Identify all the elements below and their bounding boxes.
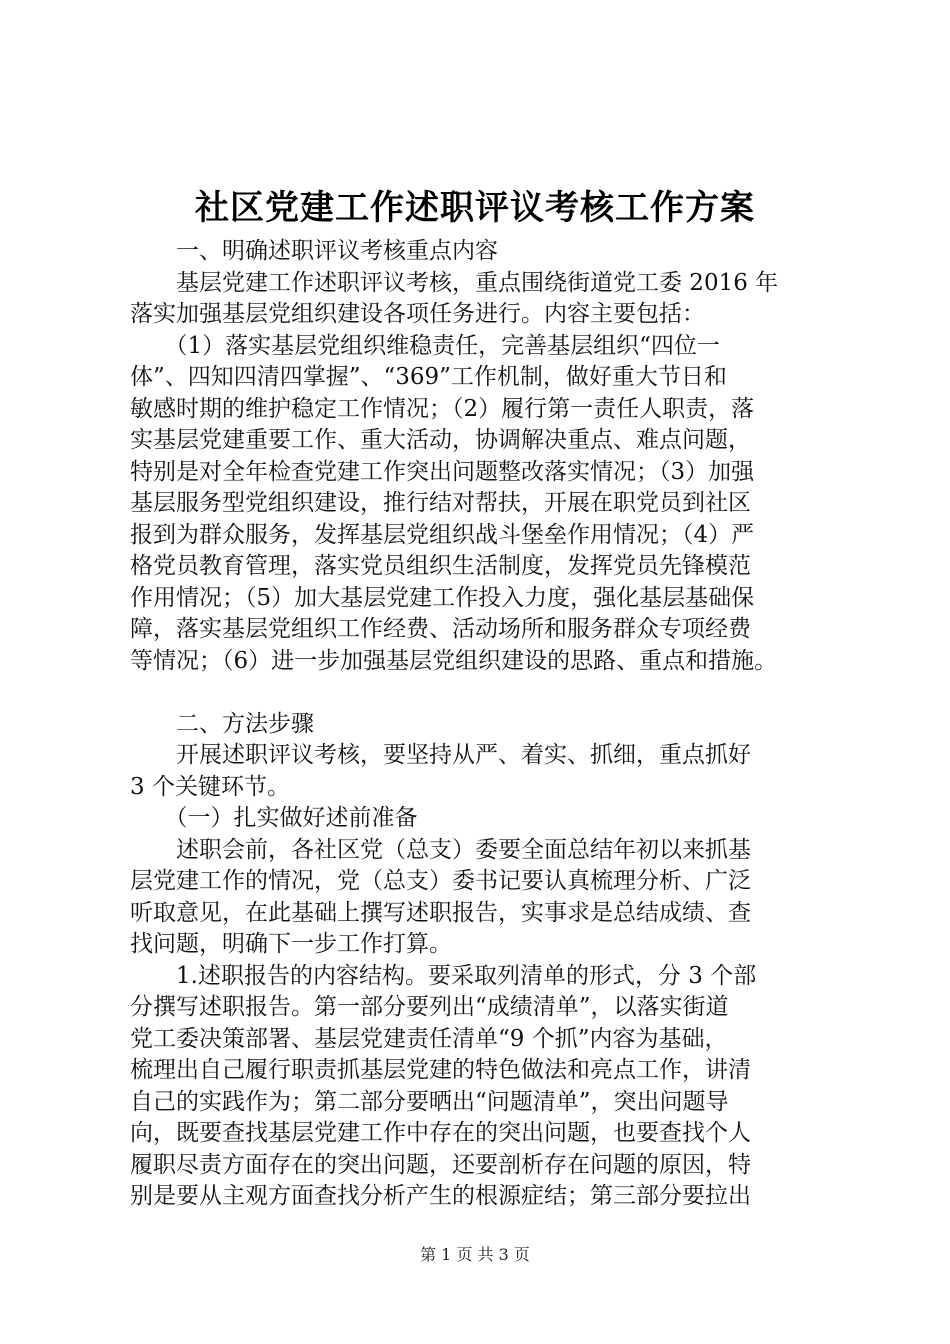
text-line: 作用情况；（5）加大基层党建工作投入力度，强化基层基础保 [130, 584, 755, 611]
text-line: 分撰写述职报告。第一部分要列出“成绩清单”，以落实街道 [130, 994, 729, 1020]
text-line: 听取意见，在此基础上撰写述职报告，实事求是总结成绩、查 [130, 899, 751, 926]
text-line: （一）扎实做好述前准备 [130, 805, 418, 831]
text-line: 述职会前，各社区党（总支）委要全面总结年初以来抓基 [130, 836, 751, 863]
page-footer: 第 1 页 共 3 页 [420, 1245, 530, 1264]
document-title: 社区党建工作述职评议考核工作方案 [195, 188, 755, 228]
blank-line [130, 677, 836, 709]
text-line: 履职尽责方面存在的突出问题，还要剖析存在问题的原因，特 [130, 1151, 751, 1178]
text-line: 党工委决策部署、基层党建责任清单“9 个抓”内容为基础， [130, 1025, 728, 1052]
text-line: 格党员教育管理，落实党员组织生活制度，发挥党员先锋模范 [130, 553, 751, 579]
text-line: 体”、四知四清四掌握”、“369”工作机制，做好重大节日和 [130, 364, 727, 390]
text-line: 自己的实践作为；第二部分要晒出“问题清单”，突出问题导 [130, 1088, 729, 1115]
text-line: 障，落实基层党组织工作经费、活动场所和服务群众专项经费 [130, 616, 751, 642]
text-line: 报到为群众服务，发挥基层党组织战斗堡垒作用情况；（4）严 [130, 521, 755, 548]
text-line: 别是要从主观方面查找分析产生的根源症结；第三部分要拉出 [130, 1183, 751, 1209]
text-line: 实基层党建重要工作、重大活动，协调解决重点、难点问题， [130, 427, 751, 453]
text-line: 敏感时期的维护稳定工作情况；（2）履行第一责任人职责，落 [130, 395, 755, 422]
text-line: 基层服务型党组织建设，推行结对帮扶，开展在职党员到社区 [130, 490, 751, 516]
text-line: 1.述职报告的内容结构。要采取列清单的形式，分 3 个部 [130, 962, 757, 989]
text-line: 特别是对全年检查党建工作突出问题整改落实情况；（3）加强 [130, 458, 755, 485]
text-line: 梳理出自己履行职责抓基层党建的特色做法和亮点工作，讲清 [130, 1057, 751, 1083]
text-line: 落实加强基层党组织建设各项任务进行。内容主要包括： [130, 301, 705, 327]
text-line: 3 个关键环节。 [130, 773, 290, 800]
text-line: 层党建工作的情况，党（总支）委书记要认真梳理分析、广泛 [130, 868, 751, 894]
document-body [130, 236, 836, 1213]
text-line: 一、明确述职评议考核重点内容 [130, 238, 498, 264]
text-line: （1）落实基层党组织维稳责任，完善基层组织“四位一 [130, 332, 720, 359]
text-line: 基层党建工作述职评议考核，重点围绕街道党工委 2016 年 [130, 269, 779, 296]
text-line: 开展述职评议考核，要坚持从严、着实、抓细，重点抓好 [130, 742, 751, 768]
text-line: 向，既要查找基层党建工作中存在的突出问题，也要查找个人 [130, 1120, 751, 1146]
text-line: 找问题，明确下一步工作打算。 [130, 931, 452, 957]
text-line: 二、方法步骤 [130, 710, 314, 737]
text-line: 等情况；（6）进一步加强基层党组织建设的思路、重点和措施。 [130, 647, 778, 674]
